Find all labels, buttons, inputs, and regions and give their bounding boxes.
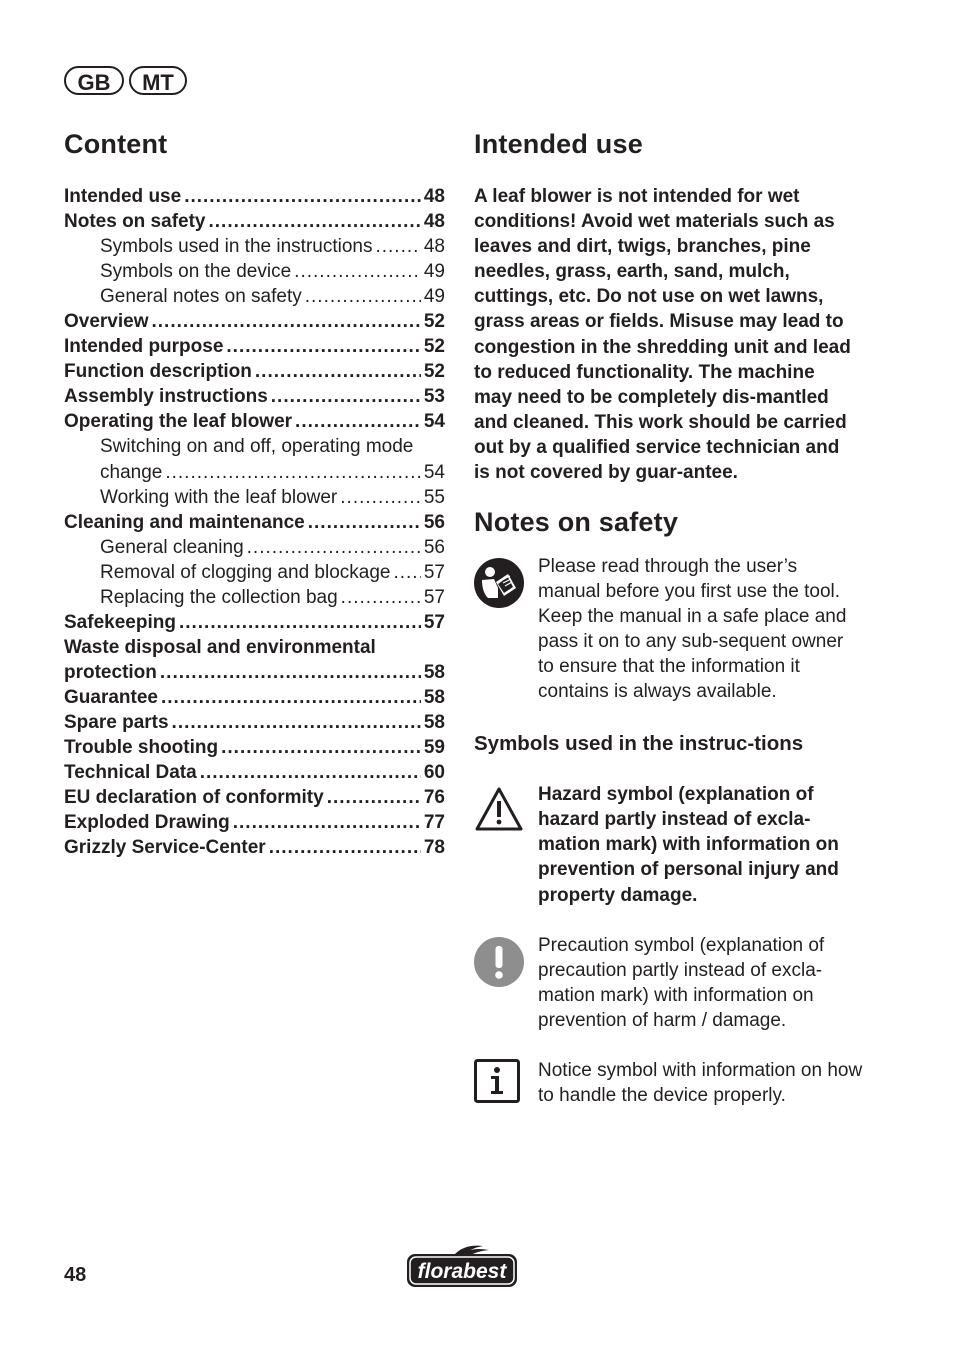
toc-item-page: 57	[423, 586, 445, 608]
toc-item	[64, 359, 445, 384]
precaution-exclamation-icon	[474, 937, 524, 987]
toc-item-title: protection	[64, 661, 157, 683]
toc-item	[64, 710, 445, 735]
toc-item-page: 48	[423, 211, 445, 233]
toc-item-page: 52	[423, 311, 445, 333]
toc-item	[64, 510, 445, 535]
toc-leader-dots	[269, 835, 421, 860]
toc-item	[64, 685, 445, 710]
toc-item-title: EU declaration of conformity	[64, 787, 324, 809]
toc-list	[64, 184, 445, 860]
toc-leader-dots	[271, 384, 421, 409]
toc-item	[64, 635, 445, 660]
toc-item-title: Removal of clogging and blockage	[100, 561, 391, 583]
notice-symbol-text: Notice symbol with information on how to handle the device properly.	[538, 1059, 863, 1106]
toc-item	[64, 810, 445, 835]
toc-item-title: Operating the leaf blower	[64, 411, 293, 433]
svg-text:florabest: florabest	[417, 1260, 507, 1283]
toc-item-title: change	[100, 461, 163, 483]
toc-leader-dots	[327, 785, 421, 810]
toc-item-page: 57	[423, 611, 445, 633]
symbols-heading: Symbols used in the instruc-tions	[474, 732, 804, 756]
toc-item	[64, 234, 445, 259]
toc-item-page: 60	[423, 762, 445, 784]
toc-leader-dots	[294, 259, 421, 284]
toc-item	[64, 835, 445, 860]
language-badges	[64, 66, 187, 95]
toc-item	[64, 460, 445, 485]
manual-notice	[474, 554, 864, 704]
toc-leader-dots	[184, 184, 421, 209]
toc-leader-dots	[165, 460, 421, 485]
toc-item-title: Spare parts	[64, 711, 169, 733]
toc-item-page: 54	[423, 411, 445, 433]
toc-leader-dots	[341, 585, 421, 610]
toc-leader-dots	[160, 660, 421, 685]
toc-item-title: Cleaning and maintenance	[64, 511, 305, 533]
toc-item-page: 49	[423, 286, 445, 308]
precaution-symbol-text: Precaution symbol (explanation of precaution partly instead of excla-mation mark) with information on prevention of harm / damage.	[538, 934, 825, 1031]
manual-notice-text: Please read through the user’s manual before you first use the tool. Keep the manual in a safe place and pass it on to any sub-sequent owner to ensure that the information it contains is always available.	[538, 556, 847, 703]
toc-leader-dots	[179, 610, 421, 635]
toc-item-page: 58	[423, 661, 445, 683]
toc-item-page: 58	[423, 686, 445, 708]
toc-item-title: General cleaning	[100, 536, 244, 558]
toc-item	[64, 610, 445, 635]
table-of-contents	[64, 126, 445, 860]
toc-item-page: 59	[423, 737, 445, 759]
toc-leader-dots	[200, 760, 421, 785]
toc-leader-dots	[208, 209, 420, 234]
toc-leader-dots	[233, 810, 421, 835]
toc-item-page: 49	[423, 261, 445, 283]
toc-item-title: Working with the leaf blower	[100, 486, 338, 508]
toc-item	[64, 409, 445, 434]
toc-item	[64, 334, 445, 359]
toc-item	[64, 660, 445, 685]
toc-item	[64, 485, 445, 510]
toc-leader-dots	[340, 485, 421, 510]
toc-item-title: Notes on safety	[64, 211, 206, 233]
toc-leader-dots	[221, 735, 421, 760]
toc-item	[64, 184, 445, 209]
toc-leader-dots	[308, 510, 421, 535]
notes-on-safety-heading: Notes on safety	[474, 507, 679, 538]
toc-item-title: Guarantee	[64, 686, 158, 708]
toc-item-title: Replacing the collection bag	[100, 586, 338, 608]
toc-item-title: Symbols on the device	[100, 261, 292, 283]
toc-item-title: Technical Data	[64, 762, 197, 784]
toc-item-page: 55	[423, 486, 445, 508]
content-heading: Content	[64, 129, 168, 159]
toc-item	[64, 434, 445, 459]
toc-item	[64, 284, 445, 309]
toc-item	[64, 384, 445, 409]
toc-leader-dots	[393, 560, 420, 585]
toc-leader-dots	[305, 284, 421, 309]
toc-item-page: 48	[423, 236, 445, 258]
toc-leader-dots	[255, 359, 421, 384]
symbol-item-precaution	[474, 933, 864, 1033]
toc-item-page: 76	[423, 787, 445, 809]
toc-item	[64, 535, 445, 560]
toc-item	[64, 209, 445, 234]
toc-item-title: Trouble shooting	[64, 737, 219, 759]
toc-item-page: 53	[423, 386, 445, 408]
toc-item-title: Overview	[64, 311, 149, 333]
intended-use-text: A leaf blower is not intended for wet conditions! Avoid wet materials such as leaves and dirt, twigs, branches, pine needles, grass, earth, sand, mulch, cuttings, etc. Do not use on wet lawns, grass areas or fields. Misuse may lead to congestion in the shredding unit and lead to reduced functionality. The machine may need to be completely dis-mantled and cleaned. This work should be carried out by a qualified service technician and is not covered by guar-antee.	[474, 186, 851, 484]
toc-item	[64, 585, 445, 610]
language-badge-gb: GB	[64, 66, 124, 95]
read-manual-icon	[474, 558, 524, 608]
toc-item-title: General notes on safety	[100, 286, 302, 308]
toc-leader-dots	[161, 685, 421, 710]
toc-item-title: Exploded Drawing	[64, 812, 230, 834]
toc-leader-dots	[172, 710, 421, 735]
toc-item-title: Intended purpose	[64, 336, 224, 358]
symbol-item-notice	[474, 1058, 864, 1108]
toc-item-page: 52	[423, 336, 445, 358]
intended-use-heading: Intended use	[474, 129, 643, 159]
toc-item-title: Switching on and off, operating mode	[100, 436, 414, 458]
brand-logo	[405, 1244, 519, 1290]
toc-item-page: 48	[423, 186, 445, 207]
toc-leader-dots	[247, 535, 421, 560]
toc-item-page: 57	[423, 561, 445, 583]
toc-item-title: Assembly instructions	[64, 386, 268, 408]
toc-item-title: Waste disposal and environmental	[64, 636, 376, 658]
toc-item-title: Symbols used in the instructions	[100, 236, 373, 258]
toc-leader-dots	[295, 409, 421, 434]
toc-item	[64, 785, 445, 810]
toc-item-page: 77	[423, 812, 445, 834]
toc-item-page: 54	[423, 461, 445, 483]
toc-item	[64, 760, 445, 785]
language-badge-mt: MT	[129, 66, 187, 95]
toc-item-page: 56	[423, 536, 445, 558]
hazard-triangle-icon	[474, 786, 524, 832]
toc-item-title: Safekeeping	[64, 611, 176, 633]
hazard-symbol-text: Hazard symbol (explanation of hazard partly instead of excla-mation mark) with information on prevention of personal injury and property damage.	[538, 784, 839, 906]
toc-item-title: Grizzly Service-Center	[64, 837, 266, 859]
info-icon	[474, 1059, 520, 1103]
toc-item-page: 58	[423, 711, 445, 733]
page-number: 48	[64, 1264, 87, 1286]
toc-leader-dots	[226, 334, 420, 359]
toc-leader-dots	[375, 234, 420, 259]
toc-item-title: Intended use	[64, 186, 182, 207]
toc-item	[64, 309, 445, 334]
symbol-item-hazard	[474, 782, 864, 907]
toc-item-page: 56	[423, 511, 445, 533]
toc-item-page: 78	[423, 837, 445, 859]
toc-item-page: 52	[423, 361, 445, 383]
right-column	[474, 126, 864, 1108]
toc-item-title: Function description	[64, 361, 252, 383]
toc-item	[64, 259, 445, 284]
toc-leader-dots	[152, 309, 421, 334]
toc-item	[64, 560, 445, 585]
toc-item	[64, 735, 445, 760]
